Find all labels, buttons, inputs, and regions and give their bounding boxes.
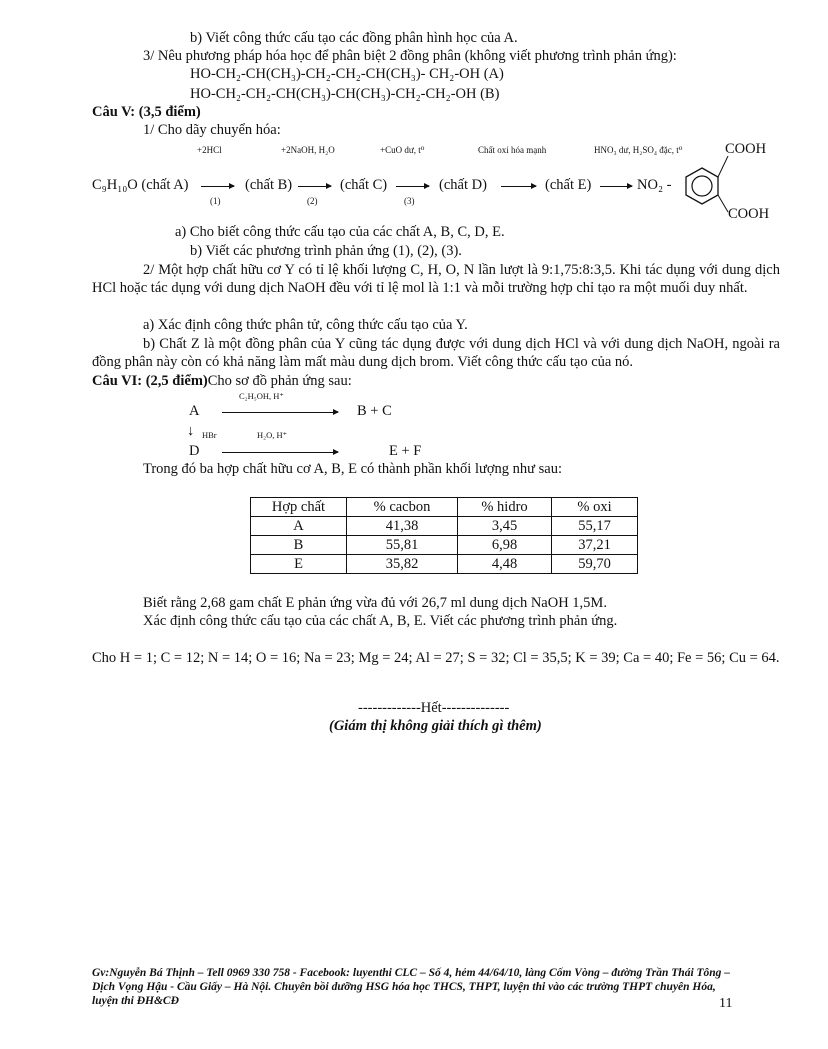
question-5-heading: Câu V: (3,5 điểm): [92, 104, 201, 120]
table-cell: A: [251, 517, 347, 536]
page-number: 11: [719, 996, 733, 1011]
step-3-label: (3): [404, 196, 415, 206]
table-row: [251, 517, 638, 536]
reagent-4: Chất oxi hóa mạnh: [478, 145, 547, 155]
table-cell: B: [251, 536, 347, 555]
question-5-1a: a) Cho biết công thức cấu tạo của các chất A, B, C, D, E.: [175, 224, 505, 240]
table-header: % oxi: [552, 498, 638, 517]
compound-c: (chất C): [340, 177, 388, 193]
atomic-masses: Cho H = 1; C = 12; N = 14; O = 16; Na = 23; Mg = 24; Al = 27; S = 32; Cl = 35,5; K = 39; Ca = 40; Fe = 56; Cu = 64.: [92, 650, 780, 666]
arrow-d-to-ef: [222, 452, 338, 453]
compound-d-label: D: [189, 443, 200, 459]
proctor-note: (Giám thị không giải thích gì thêm): [329, 718, 542, 734]
table-cell: 37,21: [552, 536, 638, 555]
benzene-ring: [672, 156, 732, 216]
question-5-2: 2/ Một hợp chất hữu cơ Y có tỉ lệ khối lượng C, H, O, N lần lượt là 9:1,75:8:3,5. Khi tác dụng với dung dịch HCl hoặc tác dụng với dung dịch NaOH đều với tỉ lệ mol là 1:1 và mỗi trường hợp chỉ tạo ra một muối duy nhất.: [92, 262, 780, 296]
compound-e: (chất E): [545, 177, 592, 193]
arrow-3: [396, 186, 429, 187]
arrow-1: [201, 186, 234, 187]
task-statement: Xác định công thức cấu tạo của các chất A, B, E. Viết các phương trình phản ứng.: [143, 613, 618, 629]
table-row: [251, 536, 638, 555]
table-header: Hợp chất: [251, 498, 347, 517]
table-cell: 59,70: [552, 555, 638, 574]
table-cell: 55,17: [552, 517, 638, 536]
isomer-a-formula: HO-CH₂-CH(CH₃)-CH₂-CH₂-CH(CH₃)- CH₂-OH (A): [190, 66, 504, 82]
arrow-a-to-bc: [222, 412, 338, 413]
table-cell: 35,82: [347, 555, 458, 574]
arrow-4: [501, 186, 536, 187]
down-arrow-icon: ↓: [187, 423, 195, 439]
table-cell: 55,81: [347, 536, 458, 555]
cooh-bottom: COOH: [728, 206, 770, 222]
compound-a-label: A: [189, 403, 200, 419]
nitro-group: NO₂ -: [637, 177, 672, 193]
reagent-5: HNO₃ dư, H₂SO₄ đặc, t⁰: [594, 145, 683, 155]
question-5-2b: b) Chất Z là một đồng phân của Y cũng tác dụng được với dung dịch HCl và với dung dịch NaOH, ngoài ra đồng phân này còn có khả năng làm mất màu dung dịch brom. Viết công thức cấu tạo của nó.: [92, 336, 780, 370]
table-cell: 3,45: [458, 517, 552, 536]
reagent-water: H₂O, H⁺: [257, 430, 288, 440]
step-2-label: (2): [307, 196, 318, 206]
composition-table: [250, 497, 638, 574]
table-header: % cacbon: [347, 498, 458, 517]
arrow-5: [600, 186, 632, 187]
composition-intro: Trong đó ba hợp chất hữu cơ A, B, E có thành phần khối lượng như sau:: [143, 461, 562, 477]
question-5-2a: a) Xác định công thức phân tử, công thức cấu tạo của Y.: [143, 317, 468, 333]
question-5-1-line: 1/ Cho dãy chuyển hóa:: [143, 122, 281, 138]
isomer-b-formula: HO-CH₂-CH₂-CH(CH₃)-CH(CH₃)-CH₂-CH₂-OH (B): [190, 86, 500, 102]
end-marker: -------------Hết--------------: [358, 700, 510, 716]
question-4-3-line: 3/ Nêu phương pháp hóa học để phân biệt 2 đồng phân (không viết phương trình phản ứng):: [143, 48, 677, 64]
table-header-row: [251, 498, 638, 517]
question-4b-line: b) Viết công thức cấu tạo các đồng phân hình học của A.: [190, 30, 518, 46]
question-6-heading: [92, 373, 352, 390]
table-cell: 6,98: [458, 536, 552, 555]
question-6-title: Câu VI: (2,5 điểm): [92, 373, 208, 389]
cooh-top: COOH: [725, 141, 767, 157]
compound-a: C₉H₁₀O (chất A): [92, 177, 189, 193]
footer-contact: Gv:Nguyễn Bá Thịnh – Tell 0969 330 758 - Facebook: luyenthi CLC – Số 4, hẻm 44/64/10, làng Cốm Vòng – đường Trần Thái Tông – Dịch Vọng Hậu - Cầu Giấy – Hà Nội. Chuyên bồi dưỡng HSG hóa học THCS, THPT, luyện thi vào các trường THPT chuyên Hóa, luyện thi ĐH&CĐ: [92, 967, 731, 1007]
step-1-label: (1): [210, 196, 221, 206]
table-row: [251, 555, 638, 574]
reagent-hbr: HBr: [202, 430, 217, 440]
reagent-1: +2HCl: [197, 145, 222, 155]
arrow-2: [298, 186, 331, 187]
table-cell: 41,38: [347, 517, 458, 536]
compound-b: (chất B): [245, 177, 293, 193]
reagent-3: +CuO dư, t⁰: [380, 145, 425, 155]
reagent-2: +2NaOH, H₂O: [281, 145, 335, 155]
table-cell: 4,48: [458, 555, 552, 574]
table-cell: E: [251, 555, 347, 574]
question-5-1b: b) Viết các phương trình phản ứng (1), (2), (3).: [190, 243, 462, 259]
compound-d: (chất D): [439, 177, 487, 193]
reagent-ethanol: C₂H₅OH, H⁺: [239, 391, 284, 401]
table-header: % hidro: [458, 498, 552, 517]
question-6-intro: Cho sơ đồ phản ứng sau:: [207, 373, 352, 389]
products-bc: B + C: [357, 403, 392, 419]
products-ef: E + F: [389, 443, 422, 459]
naoh-statement: Biết rằng 2,68 gam chất E phản ứng vừa đủ với 26,7 ml dung dịch NaOH 1,5M.: [143, 595, 607, 611]
